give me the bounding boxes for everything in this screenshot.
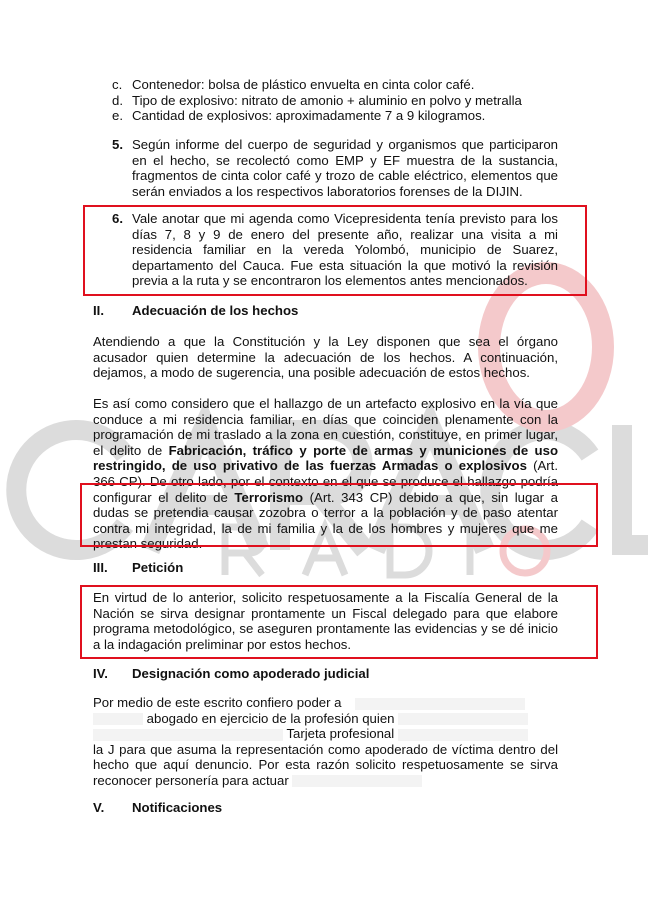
redacted-field <box>93 729 283 741</box>
paragraph-peticion: En virtud de lo anterior, solicito respetuosamente a la Fiscalía General de la Nación se sirva designar prontamente un Fiscal delegado para que elabore programa metodológico, se aseguren prontamente las evidencias y se dé inicio a la indagación preliminar por estos hechos. <box>93 590 558 652</box>
watermark-letter-l <box>622 425 648 545</box>
redacted-card <box>398 729 528 741</box>
item-text: Vale anotar que mi agenda como Vicepresidenta tenía previsto para los días 7, 8 y 9 de enero del presente año, realizar una visita a mi residencia familiar en la vereda Yolombó, municipio de Suarez, departamento del Cauca. Fue esta situación la que motivó la revisión previa a la ruta y se encontraron los elementos antes mencionados. <box>132 211 558 289</box>
highlight-box-item6 <box>83 205 587 296</box>
section-numeral: III. <box>93 560 108 575</box>
list-text: Contenedor: bolsa de plástico envuelta en cinta color café. <box>132 77 475 92</box>
list-item-c <box>112 77 558 93</box>
text: Por medio de este escrito confiero poder a <box>93 695 342 710</box>
section-numeral: II. <box>93 303 104 318</box>
list-text: Tipo de explosivo: nitrato de amonio + aluminio en polvo y metralla <box>132 93 522 108</box>
item-number: 6. <box>112 211 123 226</box>
redacted-id <box>398 713 528 725</box>
section-title: Designación como apoderado judicial <box>132 666 370 681</box>
numbered-item-5 <box>112 137 558 199</box>
list-item-d <box>112 93 558 109</box>
list-text: Cantidad de explosivos: aproximadamente 7 a 9 kilogramos. <box>132 108 486 123</box>
redacted-field <box>292 775 422 787</box>
item-number: 5. <box>112 137 123 152</box>
section-numeral: IV. <box>93 666 108 681</box>
paragraph-adecuacion: Atendiendo a que la Constitución y la Ley disponen que sea el órgano acusador quien determine la adecuación de los hechos. A continuación, dejamos, a modo de sugerencia, una posible adecuación de estos hechos. <box>93 334 558 381</box>
paragraph-poder <box>93 695 558 789</box>
text: Es así como considero que el hallazgo de un artefacto explosivo en la vía que conduce a mi residencia familiar, en días que coinciden plenamente con la programación de mi traslado a la zona en cuestión, constituye, en primer lugar, el delito de <box>93 396 558 458</box>
text: abogado en ejercicio de la profesión quien <box>146 710 395 726</box>
redacted-field <box>93 713 143 725</box>
redacted-name <box>355 698 525 710</box>
section-numeral: V. <box>93 800 105 815</box>
text: (Art. 343 CP) debido a que, sin lugar a dudas se pretendia causar zozobra o terror a la población y de paso atentar contra mi integridad, la de mi familia y la de los hombres y mujeres que me prestan seguridad. <box>93 489 558 552</box>
list-item-e <box>112 108 558 124</box>
list-marker: e. <box>112 108 123 123</box>
list-marker: d. <box>112 93 123 108</box>
text: la J para que asuma la representación como apoderado de víctima dentro del hecho que aquí denuncio. Por esta razón solicito respetuosamente se sirva reconocer personería para actuar <box>93 741 558 788</box>
section-title: Notificaciones <box>132 800 223 815</box>
list-marker: c. <box>112 77 123 92</box>
section-title: Adecuación de los hechos <box>132 303 299 318</box>
text: (Art. 366 CP). De otro lado, por el contexto en el que se produce el hallazgo podría configurar el delito de <box>93 458 558 505</box>
section-title: Petición <box>132 560 184 575</box>
item-text: Según informe del cuerpo de seguridad y organismos que participaron en el hecho, se recolectó como EMP y EF muestra de la sustancia, fragmentos de cinta color café y trozo de cable eléctrico, elementos que serán enviados a los respectivos laboratorios forenses de la DIJIN. <box>132 137 558 199</box>
text: Tarjeta profesional <box>286 726 395 742</box>
highlight-box-terrorismo <box>80 483 598 547</box>
bold-text: Terrorismo <box>234 489 304 505</box>
highlight-box-peticion <box>80 585 598 659</box>
bold-text: Fabricación, tráfico y porte de armas y municiones de uso restringido, de uso privativo de las fuerzas Armadas o explosivos <box>93 442 559 474</box>
